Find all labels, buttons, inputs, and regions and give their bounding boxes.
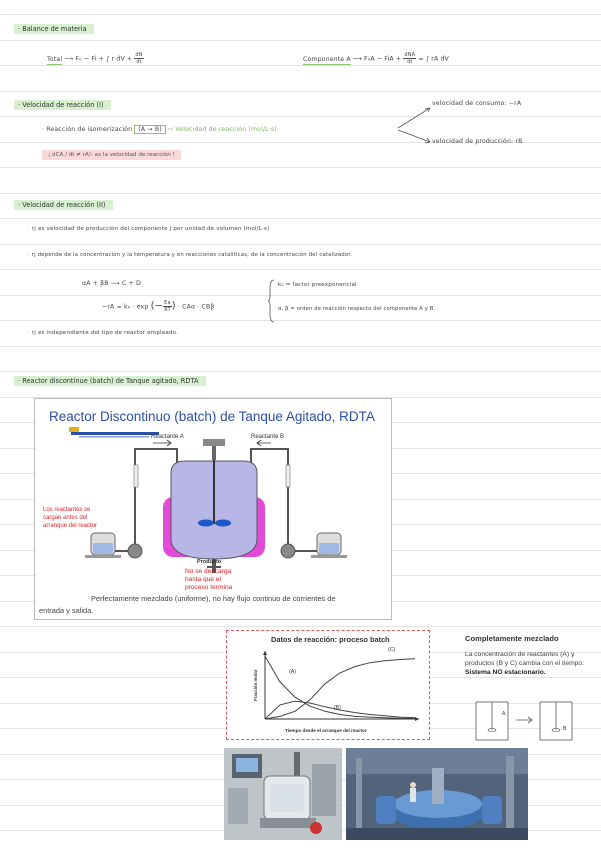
- vel-consumo: velocidad de consumo: −rA: [432, 100, 522, 107]
- rule-line: [0, 218, 601, 219]
- reactante-a-label: Reactante A: [151, 434, 184, 440]
- mixed-bold: Sistema NO estacionario.: [465, 669, 546, 677]
- rule-line: [0, 65, 601, 66]
- mixed-body: [465, 650, 593, 678]
- rule-line: [0, 91, 601, 92]
- component-equation-left: F₀A − FiA +: [364, 55, 402, 63]
- rule-line: [0, 626, 601, 627]
- mixed-tanks-diagram: [470, 700, 588, 742]
- rule-line: [0, 193, 601, 194]
- left-note-1: Los reactantes se: [43, 507, 91, 513]
- rj-dependencia: · rj depende de la concentración y la temperatura y en reacciones catalíticas, de la concentración del catalizador.: [28, 252, 353, 258]
- rule-line: [0, 295, 601, 296]
- descarga-1: No se descarga: [185, 568, 232, 575]
- mixed-body-text: La concentración de reactantes (A) y productos (B y C) cambia con el tiempo:: [465, 651, 584, 668]
- component-label: Componente A: [303, 55, 351, 63]
- vel-produccion: velocidad de producción: rB: [432, 138, 523, 145]
- descarga-2: hasta que el: [185, 576, 221, 583]
- left-note-3: arranque del reactor: [43, 523, 98, 529]
- reaccion-line: [42, 126, 277, 133]
- mixed-tank-b-label: B: [563, 726, 567, 732]
- velocidad-note: ¡ dCA / dt ≠ rA!: es la velocidad de reacción !: [42, 150, 181, 160]
- component-fraction: $\frac{\text{dNA}}{dt}$: [404, 52, 416, 65]
- reaction-equation: αA + βB ⟶ C + D: [82, 280, 141, 287]
- chart-plot: [227, 631, 428, 738]
- producto-label: Producto: [197, 559, 222, 565]
- series-label-a: (A): [289, 668, 296, 675]
- rj-definition: · rj es velocidad de producción del componente j por unidad de volumen (mol/L·s): [28, 226, 270, 232]
- plant-reactor-photo: [346, 748, 528, 840]
- section-title-velocidad-2: · Velocidad de reacción (II): [14, 200, 113, 210]
- rule-line: [0, 116, 601, 117]
- reactante-b-label: Reactante B: [251, 434, 285, 440]
- descarga-3: proceso termina: [185, 584, 233, 591]
- k0-definition: k₀ = factor preexponencial: [278, 282, 357, 288]
- component-balance: Componente A ⟶ F₀A − FiA + $\frac{\text{dNA}}{dt}$ = ∫ rA dV: [303, 52, 449, 65]
- figure-caption-2: entrada y salida.: [39, 606, 94, 615]
- x-axis-label: Tiempo desde el arranque del reactor: [285, 728, 367, 733]
- rate-law: −rA = k₀ · exp (− $\frac{Ea}{RT}$ ) · CAα · CBβ: [102, 300, 215, 313]
- rule-line: [0, 40, 601, 41]
- x-axis-arrow: [415, 717, 419, 721]
- reaction-chart: [226, 630, 430, 740]
- left-note-2: cargan antes del: [43, 515, 88, 521]
- rule-line: [0, 14, 601, 15]
- rule-line: [0, 167, 601, 168]
- section-title-velocidad-1: · Velocidad de reacción (I): [14, 100, 111, 110]
- rule-line: [0, 269, 601, 270]
- series-label-b: (B): [334, 704, 341, 711]
- series-label-c: (C): [388, 647, 396, 654]
- total-fraction: $\frac{dN}{dt}$: [135, 52, 143, 65]
- brace: [268, 278, 276, 324]
- order-definition: α, β = orden de reacción respecto del componente A y B.: [278, 306, 436, 312]
- plant-reactor-picture: [346, 748, 528, 840]
- vel-text: ⇨ Velocidad de reacción (mol/L·s): [167, 126, 277, 133]
- section-title-reactor: · Reactor discontinue (batch) de Tanque agitado, RDTA: [14, 376, 206, 386]
- lab-reactor-photo: [224, 748, 342, 840]
- y-axis-label: Fracción molar: [253, 669, 258, 701]
- section-title-balance: · Balance de materia: [14, 24, 94, 34]
- mixed-tank-a-label: A: [502, 711, 506, 717]
- total-equation-left: F₀ − Fi + ∫ r dV: [75, 55, 125, 63]
- component-equation-right: = ∫ rA dV: [418, 55, 449, 63]
- chart-title: Datos de reacción: proceso batch: [271, 635, 390, 644]
- figure-title: Reactor Discontinuo (batch) de Tanque Agitado, RDTA: [49, 409, 375, 424]
- mixed-title: Completamente mezclado: [465, 634, 559, 643]
- branch-arrows: [396, 104, 436, 150]
- rule-line: [0, 244, 601, 245]
- rule-line: [0, 371, 601, 372]
- rj-independiente: · rj es independiente del tipo de reactor empleado.: [28, 330, 179, 336]
- reaccion-box: (A → B): [134, 125, 165, 134]
- rule-line: [0, 346, 601, 347]
- figure-caption-1: Perfectamente mezclado (uniforme), no hay flujo continuo de corrientes de: [91, 594, 336, 603]
- total-label: Total: [47, 55, 63, 63]
- reaccion-text: · Reacción de isomerización: [42, 126, 133, 133]
- lab-reactor-picture: [224, 748, 342, 840]
- rule-line: [0, 320, 601, 321]
- total-balance: Total ⟶ F₀ − Fi + ∫ r dV + $\frac{dN}{dt}$: [47, 52, 143, 65]
- y-axis-arrow: [263, 651, 267, 655]
- reactor-figure: [34, 398, 392, 620]
